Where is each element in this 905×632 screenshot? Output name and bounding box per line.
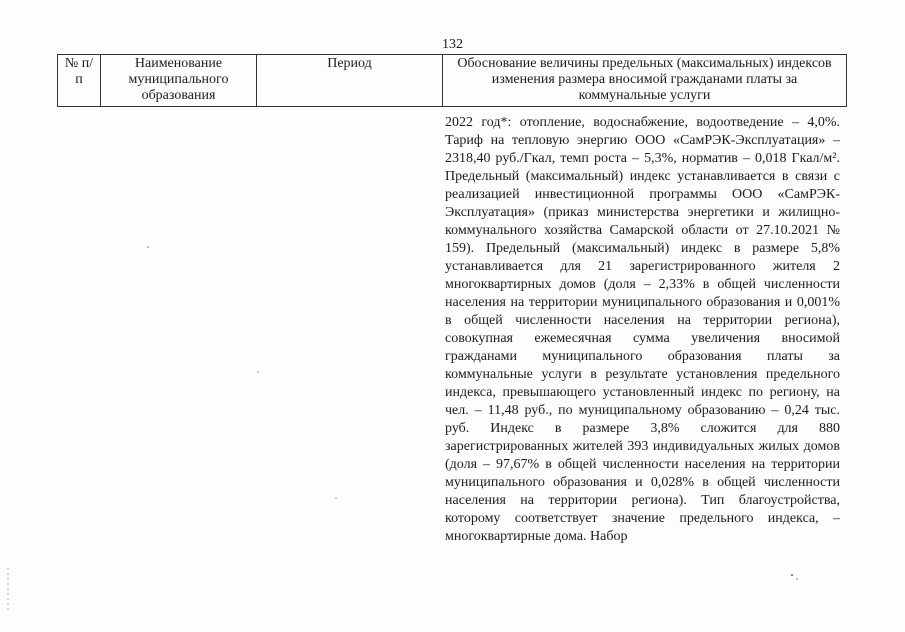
header-period: Период [257,55,443,107]
header-justification: Обоснование величины предельных (максимальных) индексов изменения размера вносимой гражданами платы за коммунальные услуги [443,55,847,107]
page-number: 132 [442,37,463,52]
table-header-row [58,55,847,107]
header-number: № п/п [58,55,101,107]
header-municipality: Наименование муниципального образования [101,55,257,107]
justification-text: 2022 год*: отопление, водоснабжение, водоотведение – 4,0%. Тариф на тепловую энергию ООО «СамРЭК-Эксплуатация» – 2318,40 руб./Гкал, темп роста – 5,3%, норматив – 0,018 Гкал/м². Предельный (максимальный) индекс устанавливается в связи с реализацией инвестиционной программы ООО «СамРЭК-Эксплуатация» (приказ министерства энергетики и жилищно-коммунального хозяйства Самарской области от 27.10.2021 № 159). Предельный (максимальный) индекс в размере 5,8% устанавливается для 21 зарегистрированного жителя 2 многоквартирных домов (доля – 2,33% в общей численности населения на территории муниципального образования и 0,001% в общей численности населения на территории региона), совокупная ежемесячная сумма увеличения вносимой гражданами муниципального образования платы за коммунальные услуги в результате установления предельного индекса, превышающего установленный индекс по региону, на чел. – 11,48 руб., по муниципальному образованию – 0,24 тыс. руб. Индекс в размере 3,8% сложится для 880 зарегистрированных жителей 393 индивидуальных жилых домов (доля – 97,67% в общей численности населения на территории муниципального образования и 0,028% в общей численности населения на территории региона). Тип благоустройства, которому соответствует значение предельного индекса, – многоквартирные дома. Набор [445,115,840,544]
document-table [57,54,847,107]
